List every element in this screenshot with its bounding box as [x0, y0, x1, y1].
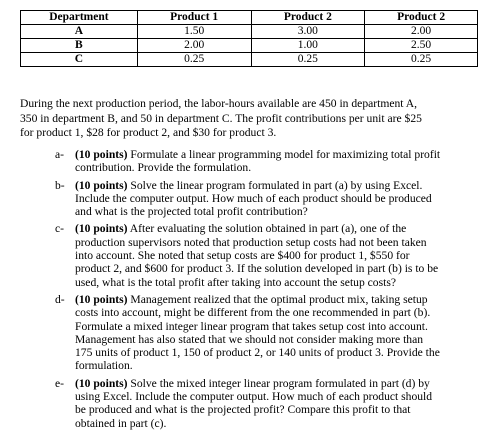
intro-line: During the next production period, the labor-hours available are 450 in department A,	[20, 97, 418, 110]
question-label: a-	[55, 148, 65, 161]
question-line: formulation.	[75, 359, 133, 373]
question-line: Include the computer output. How much of each product should be produced	[75, 191, 432, 205]
table-cell: 1.50	[137, 25, 251, 39]
question-d	[55, 293, 485, 373]
question-text: Solve the linear program formulated in part (a) by using Excel.	[130, 178, 423, 192]
header-product-1: Product 1	[137, 11, 251, 25]
labor-hours-table	[20, 10, 478, 67]
question-label: b-	[55, 178, 65, 192]
intro-paragraph	[20, 97, 480, 141]
question-line	[75, 222, 485, 235]
row-department: A	[21, 25, 138, 39]
question-text: Solve the mixed integer linear program formulated in part (d) by	[130, 376, 430, 390]
question-e	[55, 377, 485, 430]
table-header-row	[21, 11, 478, 25]
header-product-2: Product 2	[251, 11, 365, 25]
question-points: (10 points)	[75, 178, 128, 192]
question-line: obtained in part (c).	[75, 416, 167, 430]
question-line	[75, 293, 485, 306]
row-department: B	[21, 39, 138, 53]
question-points: (10 points)	[75, 376, 128, 390]
table-cell: 2.00	[365, 25, 478, 39]
question-line: production supervisors noted that production setup costs had not been taken	[75, 235, 427, 249]
question-line: product 2, and $600 for product 3. If the solution developed in part (b) is to be	[75, 262, 439, 276]
question-a	[55, 148, 485, 175]
header-department: Department	[21, 11, 138, 25]
question-list	[55, 148, 485, 434]
question-text: Management realized that the optimal product mix, taking setup	[130, 292, 428, 306]
table-cell: 2.50	[365, 39, 478, 53]
question-text: Formulate a linear programming model for maximizing total profit	[130, 148, 441, 161]
question-text: After evaluating the solution obtained in part (a), one of the	[129, 222, 407, 236]
table-row	[21, 53, 478, 67]
question-line: used, what is the total profit after taking into account the setup costs?	[75, 275, 396, 289]
question-line	[75, 179, 485, 192]
question-label: e-	[55, 376, 65, 390]
table-row	[21, 39, 478, 53]
intro-line: for product 1, $28 for product 2, and $30 for product 3.	[20, 126, 277, 140]
question-line: into account. She noted that setup costs are $400 for product 1, $550 for	[75, 249, 410, 263]
question-line: be produced and what is the projected profit? Compare this profit to that	[75, 403, 411, 417]
table-cell: 0.25	[251, 53, 365, 67]
intro-line: 350 in department B, and 50 in department C. The profit contributions per unit are $25	[20, 111, 422, 125]
table-cell: 1.00	[251, 39, 365, 53]
row-department: C	[21, 53, 138, 67]
question-points: (10 points)	[75, 222, 128, 236]
question-label: c-	[55, 222, 65, 236]
question-c	[55, 222, 485, 288]
question-label: d-	[55, 292, 65, 306]
question-line	[75, 148, 485, 161]
question-points: (10 points)	[75, 148, 128, 161]
question-line: costs into account, might be different from the one recommended in part (b).	[75, 306, 431, 320]
question-line: contribution. Provide the formulation.	[75, 161, 252, 175]
question-line: and what is the projected total profit contribution?	[75, 205, 308, 219]
question-line: Formulate a mixed integer linear program that takes setup cost into account.	[75, 319, 428, 333]
table-cell: 0.25	[137, 53, 251, 67]
table-cell: 0.25	[365, 53, 478, 67]
question-line: using Excel. Include the computer output. How much of each product should	[75, 390, 433, 404]
question-line: Management has also stated that we should not consider making more than	[75, 332, 424, 346]
question-line	[75, 377, 485, 390]
table-cell: 3.00	[251, 25, 365, 39]
question-b	[55, 179, 485, 219]
header-product-3: Product 2	[365, 11, 478, 25]
question-line: 175 units of product 1, 150 of product 2, or 140 units of product 3. Provide the	[75, 346, 440, 360]
table-row	[21, 25, 478, 39]
question-points: (10 points)	[75, 292, 128, 306]
table-cell: 2.00	[137, 39, 251, 53]
